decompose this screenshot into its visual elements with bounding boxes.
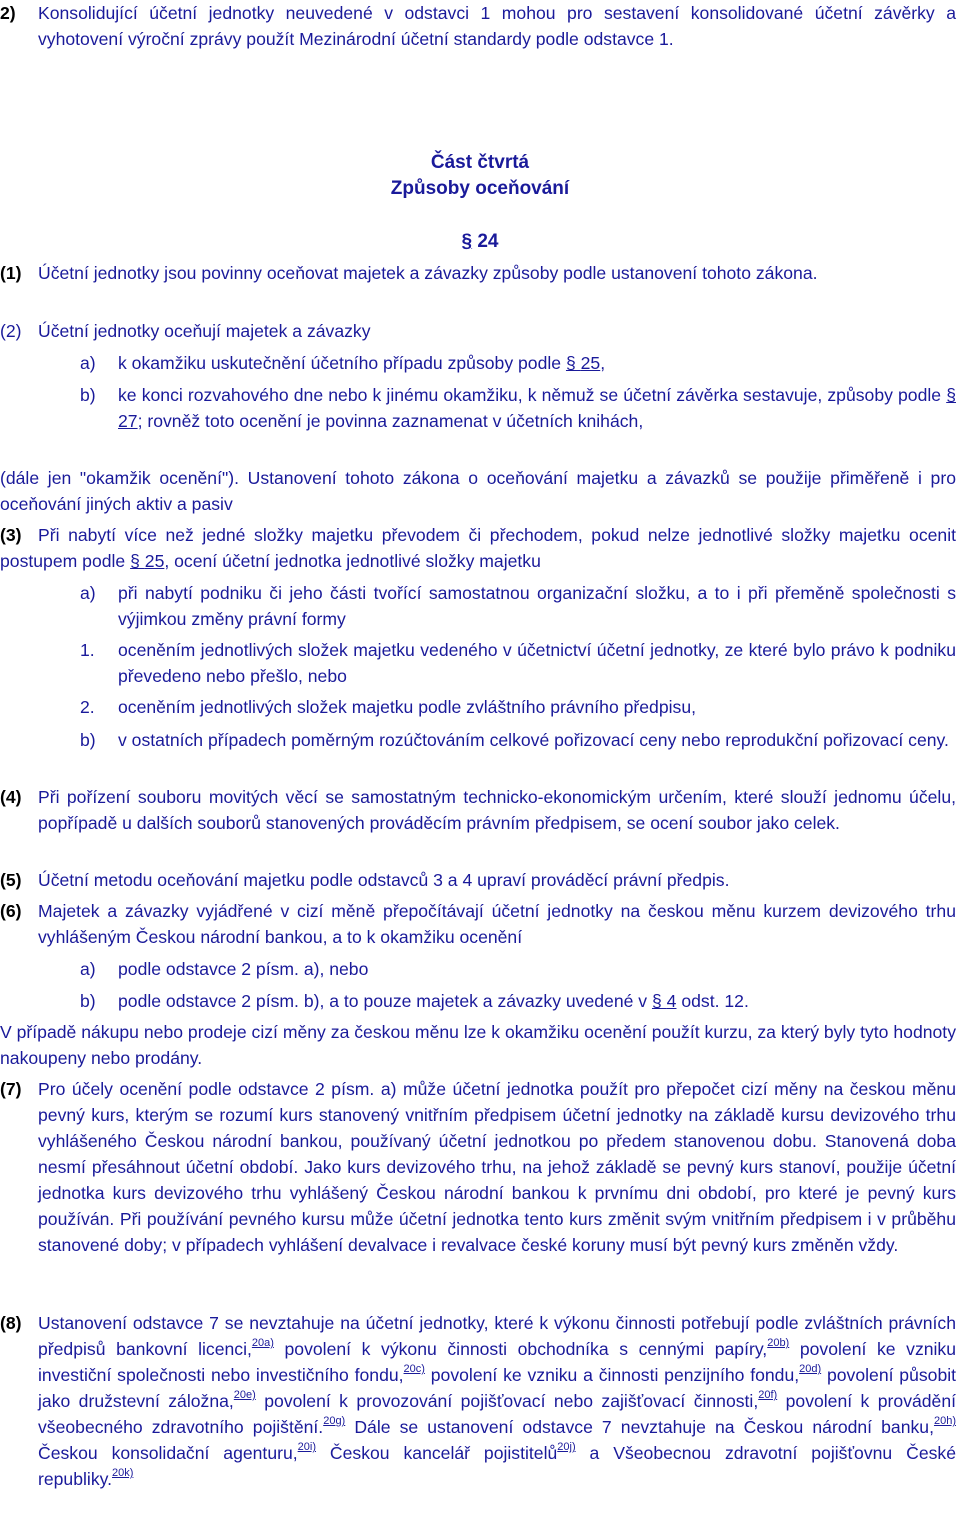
section-link-25[interactable]: § 25 xyxy=(565,353,601,373)
paragraph-1-text: Účetní jednotky jsou povinny oceňovat majetek a závazky způsoby podle ustanovení tohoto zákona. xyxy=(38,263,818,283)
paragraph-5-text: Účetní metodu oceňování majetku podle odstavců 3 a 4 upraví prováděcí právní předpis. xyxy=(38,870,730,890)
footnote-ref-20k[interactable]: 20k) xyxy=(112,1467,134,1480)
section-number: 24 xyxy=(477,231,499,252)
paragraph-3-item-b xyxy=(80,727,956,753)
intro-number: 2) xyxy=(0,3,16,23)
item-2-text: oceněním jednotlivých složek majetku podle zvláštního právního předpisu, xyxy=(118,697,696,717)
paragraph-3-item-2 xyxy=(80,694,956,720)
item-1-text: oceněním jednotlivých složek majetku vedeného v účetnictví účetní jednotky, ze které bylo právo k podniku převedeno nebo přešlo, nebo xyxy=(118,640,956,686)
item-a-text: při nabytí podniku či jeho části tvořící samostatnou organizační složku, a to i při přeměně společnosti s výjimkou změny právní formy xyxy=(118,583,956,629)
paragraph-6-item-a xyxy=(80,956,956,982)
section-link-4[interactable]: § 4 xyxy=(651,991,677,1011)
paragraph-2-number: (2) xyxy=(0,321,22,341)
paragraph-5-number: (5) xyxy=(0,870,22,890)
paragraph-4 xyxy=(0,784,956,836)
footnote-ref-20e[interactable]: 20e) xyxy=(233,1389,256,1402)
paragraph-1-number: (1) xyxy=(0,263,22,283)
paragraph-4-text: Při pořízení souboru movitých věcí se samostatným technicko-ekonomickým určením, které slouží jednomu účelu, popřípadě u dalších souborů stanovených prováděcím právním předpisem, se ocení soubor jako celek. xyxy=(38,787,956,833)
item-b-text: ke konci rozvahového dne nebo k jinému okamžiku, k němuž se účetní závěrka sestavuje, způsoby podle § 27; rovněž toto ocenění je povinna zaznamenat v účetních knihách, xyxy=(118,385,956,431)
paragraph-8 xyxy=(0,1310,956,1492)
item-b-text: v ostatních případech poměrným rozúčtováním celkové pořizovací ceny nebo reprodukční pořizovací ceny. xyxy=(118,730,949,750)
section-heading xyxy=(0,229,960,255)
paragraph-3-number: (3) xyxy=(0,525,22,545)
item-b-label: b) xyxy=(80,385,96,405)
paragraph-7-text: Pro účely ocenění podle odstavce 2 písm. a) může účetní jednotka použít pro přepočet cizí měny na českou měnu pevný kurs, kterým se rozumí kurs stanovený vnitřním předpisem účetní jednotky na základě kursu devizového trhu vyhlášeného Českou národní bankou, používaný účetní jednotkou po předem stanovenou dobu. Stanovená doba nesmí přesáhnout účetní období. Jako kurs devizového trhu, na jehož základě se pevný kurs stanoví, použije účetní jednotka kurs devizového trhu vyhlášený Českou národní bankou k prvnímu dni období, pro které je pevný kurs používán. Při používání pevného kursu může účetní jednotka tento kurs změnit svým vnitřním předpisem i v průběhu stanovené doby; v případech vyhlášení devalvace i revalvace české koruny musí být pevný kurs změněn vždy. xyxy=(38,1079,956,1255)
paragraph-6-number: (6) xyxy=(0,901,22,921)
footnote-ref-20c[interactable]: 20c) xyxy=(403,1363,425,1376)
item-a-label: a) xyxy=(80,959,96,979)
paragraph-3 xyxy=(0,522,956,574)
paragraph-8-number: (8) xyxy=(0,1313,22,1333)
section-sign: § xyxy=(461,231,473,252)
item-a-text: podle odstavce 2 písm. a), nebo xyxy=(118,959,369,979)
paragraph-6-tail: V případě nákupu nebo prodeje cizí měny za českou měnu lze k okamžiku ocenění použít kurzu, za který byly tyto hodnoty nakoupeny nebo prodány. xyxy=(0,1022,956,1068)
item-b-text: podle odstavce 2 písm. b), a to pouze majetek a závazky uvedené v § 4 odst. 12. xyxy=(118,991,749,1011)
paragraph-2-item-b xyxy=(80,382,956,434)
paragraph-3-text: Při nabytí více než jedné složky majetku převodem či přechodem, pokud nelze jednotlivé složky majetku ocenit postupem podle § 25, ocení účetní jednotka jednotlivé složky majetku xyxy=(0,525,956,571)
item-a-text: k okamžiku uskutečnění účetního případu způsoby podle § 25, xyxy=(118,353,606,373)
item-b-label: b) xyxy=(80,991,96,1011)
item-a-label: a) xyxy=(80,583,96,603)
footnote-ref-20h[interactable]: 20h) xyxy=(933,1415,956,1428)
paragraph-1 xyxy=(0,260,956,286)
item-2-label: 2. xyxy=(80,697,95,717)
paragraph-2 xyxy=(0,318,956,344)
paragraph-6-text: Majetek a závazky vyjádřené v cizí měně přepočítávají účetní jednotky na českou měnu kurzem devizového trhu vyhlášeným Českou národní bankou, a to k okamžiku ocenění xyxy=(38,901,956,947)
paragraph-6 xyxy=(0,898,956,950)
paragraph-4-number: (4) xyxy=(0,787,22,807)
paragraph-3-item-a xyxy=(80,580,956,632)
paragraph-7 xyxy=(0,1076,956,1258)
footnote-ref-20a[interactable]: 20a) xyxy=(251,1337,274,1350)
paragraph-7-number: (7) xyxy=(0,1079,22,1099)
footnote-ref-20d[interactable]: 20d) xyxy=(799,1363,822,1376)
paragraph-5 xyxy=(0,867,956,893)
footnote-ref-20g[interactable]: 20g) xyxy=(323,1415,346,1428)
paragraph-2-tail: (dále jen "okamžik ocenění"). Ustanovení tohoto zákona o oceňování majetku a závazků se použije přiměřeně i pro oceňování jiných aktiv a pasiv xyxy=(0,468,956,514)
item-a-label: a) xyxy=(80,353,96,373)
paragraph-3-item-1 xyxy=(80,637,956,689)
intro-paragraph xyxy=(0,0,956,52)
paragraph-6-item-b xyxy=(80,988,956,1014)
footnote-ref-20b[interactable]: 20b) xyxy=(767,1337,790,1350)
item-1-label: 1. xyxy=(80,640,95,660)
section-link-25b[interactable]: § 25 xyxy=(130,551,165,571)
footnote-ref-20i[interactable]: 20i) xyxy=(297,1441,316,1454)
intro-text: Konsolidující účetní jednotky neuvedené v odstavci 1 mohou pro sestavení konsolidované účetní závěrky a vyhotovení výroční zprávy použít Mezinárodní účetní standardy podle odstavce 1. xyxy=(38,3,956,49)
section-link-27[interactable]: § 27 xyxy=(118,385,956,431)
paragraph-2-item-a xyxy=(80,350,956,376)
item-b-label: b) xyxy=(80,730,96,750)
footnote-ref-20f[interactable]: 20f) xyxy=(758,1389,778,1402)
paragraph-2-text: Účetní jednotky oceňují majetek a závazky xyxy=(38,321,371,341)
part-heading: Část čtvrtá xyxy=(430,152,530,173)
paragraph-8-text: Ustanovení odstavce 7 se nevztahuje na účetní jednotky, které k výkonu činnosti potřebují podle zvláštních právních předpisů bankovní licenci,$^{20a)}$ povolení k výkonu činnosti obchodníka s cennými papíry,$^{20b)}$ povolení ke vzniku investiční společnosti nebo investičního fondu,$^{20c)}$ povolení ke vzniku a činnosti penzijního fondu,$^{20d)}$ povolení působit jako družstevní záložna,$^{20e)}$ povolení k provozování pojišťovací nebo zajišťovací činnosti,$^{20f)}$ povolení k provádění všeobecného zdravotního pojištění.$^{20g)}$ Dále se ustanovení odstavce 7 nevztahuje na Českou národní banku,$^{20h)}$ Českou konsolidační agenturu,$^{20i)}$ Českou kancelář pojistitelů$^{20j)}$ a Všeobecnou zdravotní pojišťovnu České republiky.$^{20k)}$ xyxy=(38,1313,957,1489)
part-title: Způsoby oceňování xyxy=(390,178,570,199)
footnote-ref-20j[interactable]: 20j) xyxy=(557,1441,576,1454)
